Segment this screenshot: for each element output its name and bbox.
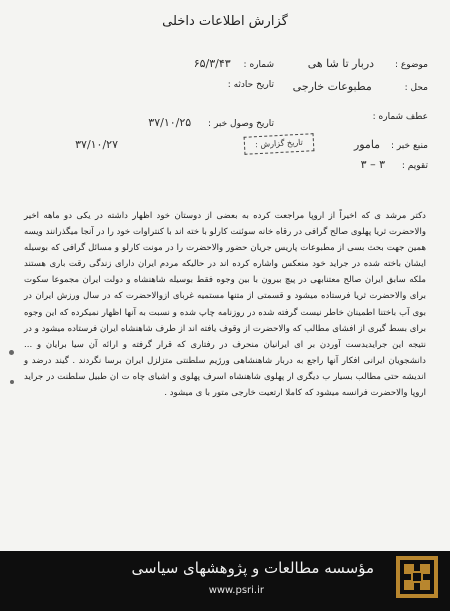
number-label: شماره : xyxy=(243,60,274,70)
place-label: محل : xyxy=(404,83,428,93)
place-row xyxy=(293,80,428,93)
subject-row xyxy=(308,57,428,70)
receive-date-label: تاریخ وصول خبر : xyxy=(208,119,274,129)
evaluation-value: ۳ – ۳ xyxy=(360,158,386,171)
receive-date-value: ۳۷/۱۰/۲۵ xyxy=(148,116,192,129)
attachment-label: عطف شماره : xyxy=(372,112,428,122)
institute-website: www.psri.ir xyxy=(208,585,264,596)
source-label: منبع خبر : xyxy=(390,141,428,151)
source-value: مامور xyxy=(353,138,381,151)
subject-label: موضوع : xyxy=(394,60,428,70)
event-date-row xyxy=(228,80,274,90)
number-value: ۶۵/۳/۴۳ xyxy=(193,57,231,70)
receive-date-row xyxy=(148,116,274,129)
number-row xyxy=(194,57,274,70)
evaluation-row xyxy=(361,158,428,171)
event-date-label: تاریخ حادثه : xyxy=(227,80,274,90)
evaluation-label: تقویم : xyxy=(401,161,428,171)
report-body xyxy=(24,208,426,401)
report-date-value: ۳۷/۱۰/۲۷ xyxy=(75,138,118,151)
institute-footer xyxy=(0,551,450,611)
attachment-row xyxy=(373,112,428,122)
source-row xyxy=(354,138,428,151)
subject-value: دربار تا شا هی xyxy=(307,57,375,70)
scan-blot xyxy=(10,380,14,384)
place-value: مطبوعات خارجی xyxy=(292,80,372,93)
report-date-row xyxy=(75,138,118,151)
body-paragraph: دکتر مرشد ی که اخیراً از اروپا مراجعت کرده به بعضی از دوستان خود اظهار داشته در یکی دو ماهه اخیر والاحضرت ثریا پهلوی صالح گرافی در رقاه خانه سوئنت کارلو با خته اند با کنتراوات خود را در آنجا میگذرانند ویسه همین جهت بحث بسی از مطبوعات پاریس جریان حضور والاحضرت را در مونت کارلو و مسائل گرافی که بوسیله ایشان باخته شده در جراید خود منعکس واشاره کرده اند در حالیکه مردم ایران دارای زندگی رقت باری هستند ملکه سابق ایران صالح معتنابهی در پیچ بیرون با بین وجوه فقط بوسیله شاهنشاه و دولت ایران مجموعا سکوت برای والاحضرت ثریا فرستاده میشود و قسمتی از متنها مستمیه غربای ازوالاحضرت که در سال ورزش ایران در بوی آب باختنا اطمینان خاطر نیست گرفته شده در روزنامه چاپ شده و نسبت به آنها اظهار نمیکرده که این وجوه برای بسط گیری از افشای مطالب که والاحضرت از وقوف یافته اند از طرف شاهنشاه ایران فرستاده میشود و در نتیجه این جرایدیدست آوردن بر ای ایرانیان منحرف در رفتاری که قرار گرفته و ارائه آن سیا برایان و ... دانشجویان ایرانی افکار آنها راجع به دربار شاهنشاهی ورژیم سلطنتی متزلزل ایران برسا نگردند . گیند درضد و اندیشه حتی مطالب بسیار ب دیگری ار پهلوی شاهنشاه اسرف پهلوی و اشیای چاه ت ان طبیل سلطنت در جراید اروپا والاحضرت فرانسه میشود که کاملا ارتعیت خارجی متور با ی میشود . xyxy=(24,211,426,399)
institute-logo-icon xyxy=(396,556,438,598)
report-date-stamp: تاریخ گزارش : xyxy=(244,133,315,155)
institute-name: مؤسسه مطالعات و پژوهشهای سیاسی xyxy=(131,559,374,577)
scan-blot xyxy=(9,350,14,355)
document-title: گزارش اطلاعات داخلی xyxy=(162,14,288,29)
